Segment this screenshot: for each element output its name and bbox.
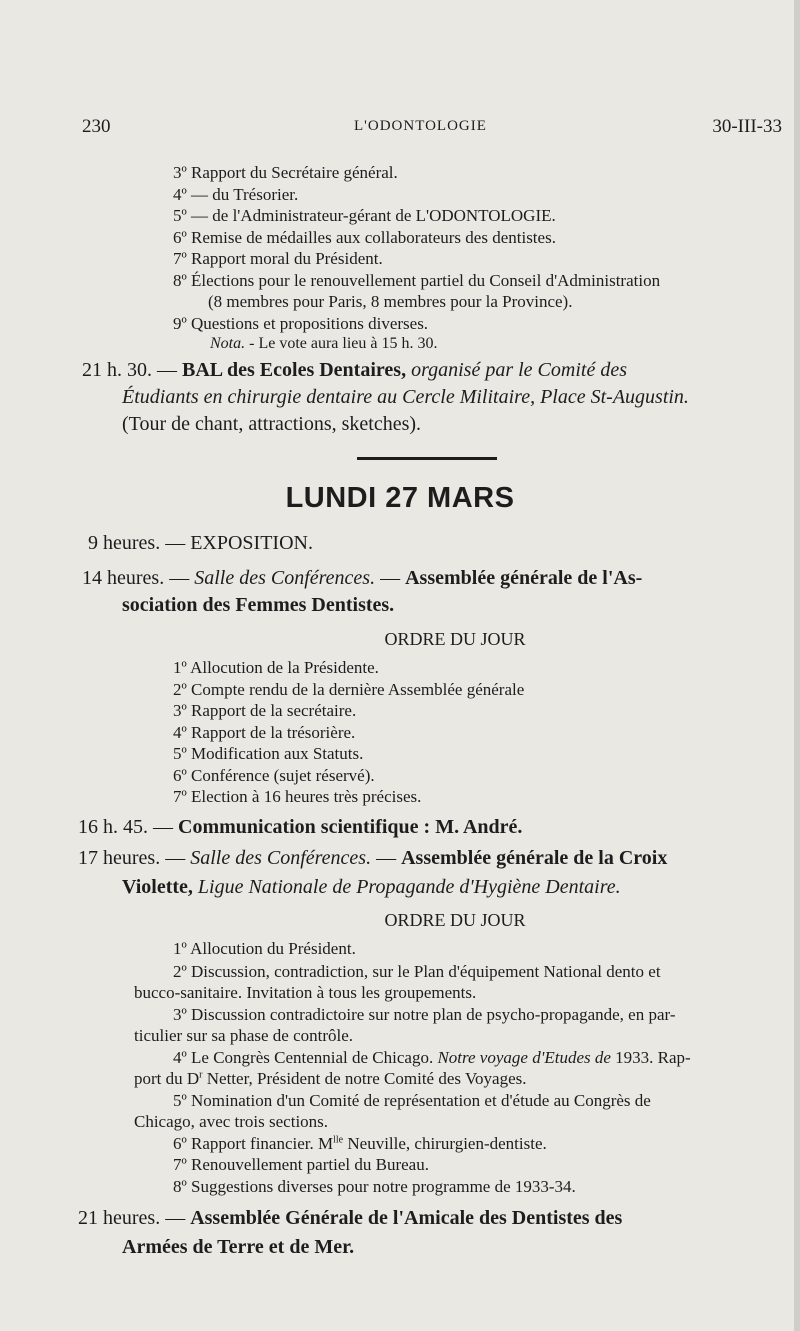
text: 4º Le Congrès Centennial de Chicago.: [173, 1048, 438, 1067]
dash: —: [375, 567, 406, 589]
femmes-agenda-item: 5º Modification aux Statuts.: [173, 744, 364, 763]
page-edge: [794, 0, 800, 1331]
croix-agenda-item-cont: Chicago, avec trois sections.: [134, 1112, 329, 1131]
femmes-agenda-item: 7º Election à 16 heures très précises.: [173, 787, 422, 806]
femmes-agenda-item: 3º Rapport de la secrétaire.: [173, 701, 357, 720]
croix-agenda-item: 7º Renouvellement partiel du Bureau.: [173, 1155, 429, 1174]
text: 6º Rapport financier. M: [173, 1134, 334, 1153]
amicale-title-cont: Armées de Terre et de Mer.: [122, 1236, 355, 1258]
superscript: r: [199, 1069, 203, 1081]
issue-date: 30-III-33: [712, 116, 782, 137]
amicale-time: 21 heures. —: [78, 1207, 191, 1229]
croix-entry: [78, 847, 667, 870]
dash: —: [371, 847, 402, 869]
agenda-item: 3º Rapport du Secrétaire général.: [173, 163, 398, 182]
femmes-agenda-item: 1º Allocution de la Présidente.: [173, 658, 379, 677]
agenda-item: 6º Remise de médailles aux collaborateurs des dentistes.: [173, 228, 556, 247]
bal-program: (Tour de chant, attractions, sketches).: [122, 413, 422, 435]
exposition-entry: 9 heures. — EXPOSITION.: [88, 532, 313, 554]
section-divider: [357, 457, 497, 460]
communication-entry: [78, 816, 522, 839]
croix-violette: Violette,: [122, 876, 193, 898]
bal-organizer-cont: Étudiants en chirurgie dentaire au Cercle Militaire, Place St-Augustin.: [122, 386, 689, 408]
croix-agenda-item-cont: [134, 1069, 527, 1089]
croix-agenda-item: [173, 1048, 691, 1068]
text: Netter, Président de notre Comité des Voyages.: [202, 1069, 527, 1088]
femmes-place: Salle des Conférences.: [194, 567, 376, 589]
croix-ligue: Ligue Nationale de Propagande d'Hygiène Dentaire.: [192, 876, 621, 898]
croix-agenda-item: [173, 1134, 547, 1154]
femmes-title: Assemblée générale de l'As-: [405, 567, 643, 589]
communication-text: Communication scientifique : M. André.: [178, 816, 523, 838]
femmes-agenda-item: 6º Conférence (sujet réservé).: [173, 766, 375, 785]
croix-title: Assemblée générale de la Croix: [401, 847, 668, 869]
femmes-time: 14 heures. —: [82, 567, 195, 589]
amicale-entry: [78, 1207, 622, 1230]
agenda-item: 5º — de l'Administrateur-gérant de L'ODONTOLOGIE.: [173, 206, 556, 225]
running-title: L'ODONTOLOGIE: [354, 118, 487, 134]
nota: [210, 335, 438, 353]
ordre-du-jour-heading-2: ORDRE DU JOUR: [384, 910, 526, 930]
nota-label: Nota.: [210, 335, 246, 352]
day-title: LUNDI 27 MARS: [285, 482, 515, 514]
text: 1933. Rap-: [610, 1048, 691, 1067]
femmes-entry: [82, 567, 642, 590]
croix-agenda-item: 2º Discussion, contradiction, sur le Plan d'équipement National dento et: [173, 962, 661, 981]
text: port du D: [134, 1069, 200, 1088]
croix-title-cont: [122, 876, 621, 899]
agenda-item: 7º Rapport moral du Président.: [173, 249, 383, 268]
croix-agenda-item: 1º Allocution du Président.: [173, 939, 356, 958]
text: Neuville, chirurgien-dentiste.: [343, 1134, 547, 1153]
bal-name: BAL des Ecoles Dentaires,: [182, 359, 407, 381]
communication-time: 16 h. 45. —: [78, 816, 178, 838]
bal-time: 21 h. 30. —: [82, 359, 182, 381]
croix-agenda-item: 5º Nomination d'un Comité de représentation et d'étude au Congrès de: [173, 1091, 651, 1110]
bal-organizer: organisé par le Comité des: [406, 359, 627, 381]
page-header: [82, 116, 782, 140]
voyage-title: Notre voyage d'Etudes de: [437, 1048, 611, 1067]
femmes-agenda-item: 4º Rapport de la trésorière.: [173, 723, 356, 742]
croix-agenda-item-cont: bucco-sanitaire. Invitation à tous les groupements.: [134, 983, 477, 1002]
croix-place: Salle des Conférences.: [190, 847, 372, 869]
croix-time: 17 heures. —: [78, 847, 191, 869]
croix-agenda-item: 8º Suggestions diverses pour notre programme de 1933-34.: [173, 1177, 576, 1196]
croix-agenda-item: 3º Discussion contradictoire sur notre plan de psycho-propagande, en par-: [173, 1005, 676, 1024]
page-number: 230: [82, 116, 111, 137]
nota-text: - Le vote aura lieu à 15 h. 30.: [245, 335, 438, 352]
agenda-item: 9º Questions et propositions diverses.: [173, 314, 429, 333]
agenda-item-continuation: (8 membres pour Paris, 8 membres pour la Province).: [208, 292, 573, 311]
superscript: lle: [333, 1134, 344, 1146]
amicale-title: Assemblée Générale de l'Amicale des Dentistes des: [190, 1207, 623, 1229]
femmes-title-cont: sociation des Femmes Dentistes.: [122, 594, 395, 616]
bal-entry: [82, 359, 627, 382]
ordre-du-jour-heading: ORDRE DU JOUR: [384, 629, 526, 649]
agenda-item: 4º — du Trésorier.: [173, 185, 299, 204]
femmes-agenda-item: 2º Compte rendu de la dernière Assemblée générale: [173, 680, 525, 699]
croix-agenda-item-cont: ticulier sur sa phase de contrôle.: [134, 1026, 354, 1045]
agenda-item: 8º Élections pour le renouvellement partiel du Conseil d'Administration: [173, 271, 661, 290]
